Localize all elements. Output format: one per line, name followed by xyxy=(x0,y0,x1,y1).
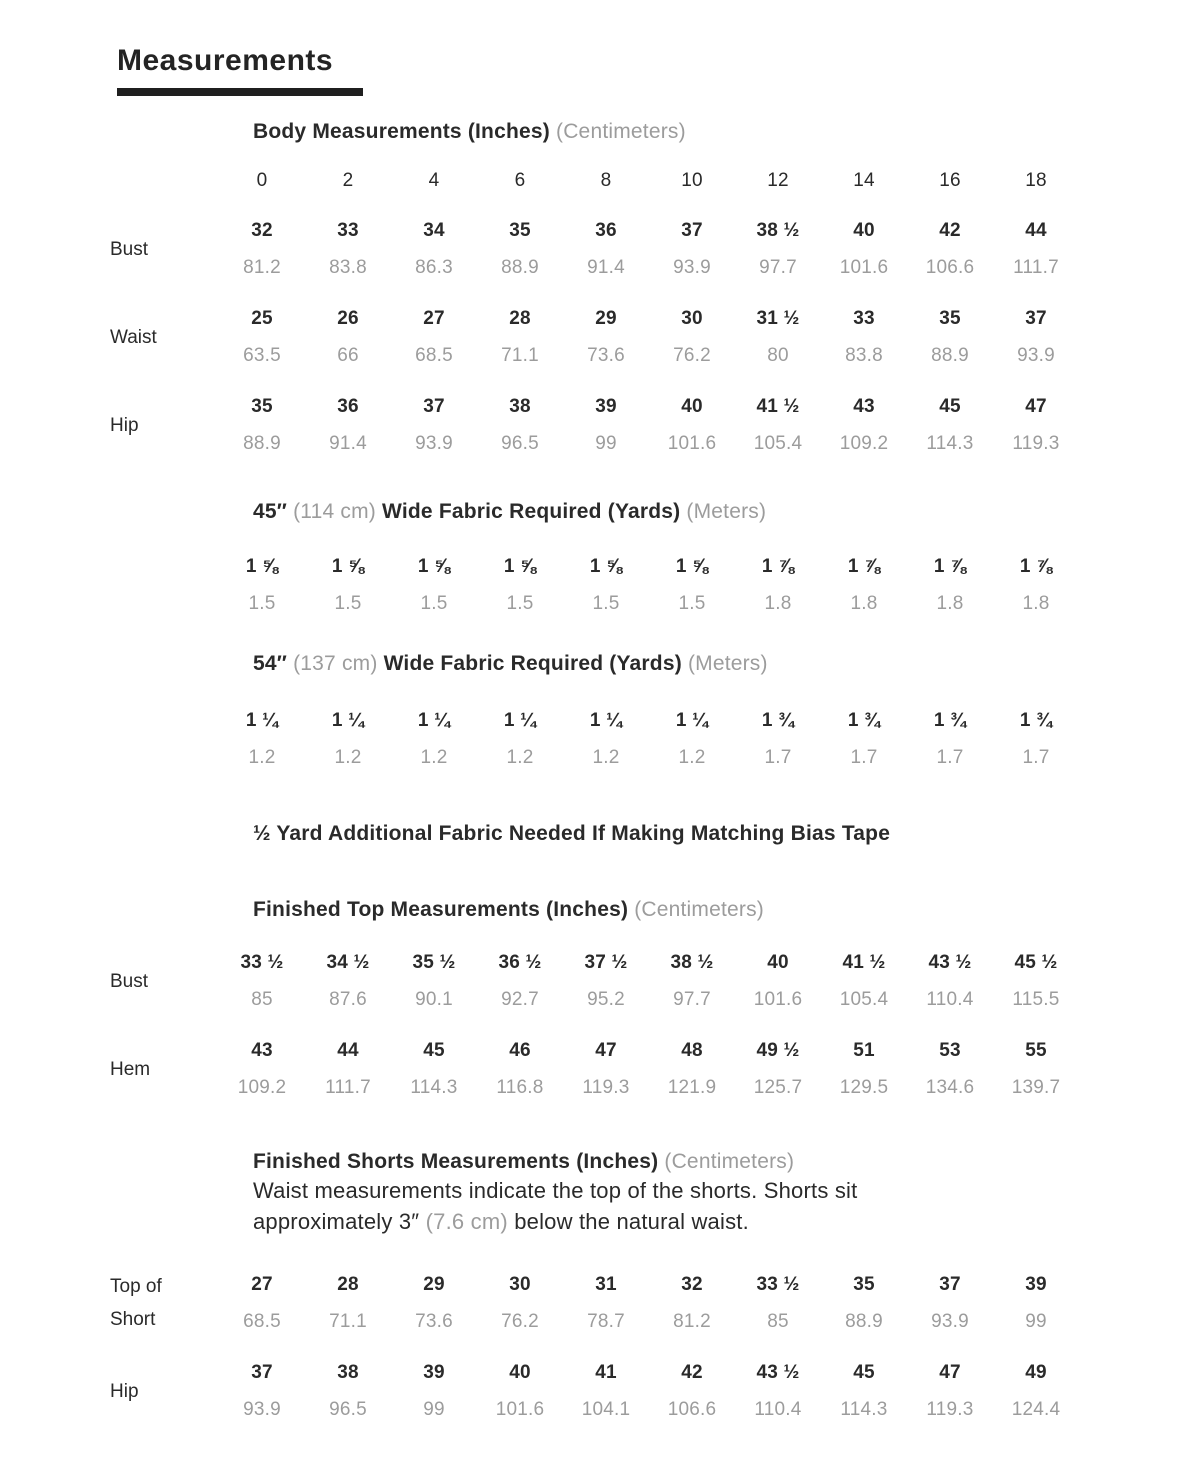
cm-cell: 125.7 xyxy=(753,1076,803,1098)
meters-cell: 1.8 xyxy=(936,592,964,614)
size-header-cell: 4 xyxy=(428,170,440,191)
heading-metric: (Centimeters) xyxy=(664,1150,795,1173)
inches-cell: 37 xyxy=(939,1273,961,1295)
meters-cell: 1.5 xyxy=(420,592,448,614)
inches-cell: 49 xyxy=(1025,1361,1047,1383)
cm-cell: 95.2 xyxy=(587,988,625,1010)
cm-cell: 99 xyxy=(595,432,617,454)
row-label: Bust xyxy=(110,238,149,260)
body-measurements-section xyxy=(105,120,1200,462)
cm-cell: 111.7 xyxy=(325,1076,371,1098)
row-label: Hem xyxy=(110,1058,151,1080)
inches-cell: 41 ½ xyxy=(842,951,886,973)
inches-cell: 35 xyxy=(509,219,531,241)
inches-cell: 27 xyxy=(251,1273,273,1295)
cm-cell: 91.4 xyxy=(587,256,625,278)
cm-cell: 88.9 xyxy=(931,344,969,366)
inches-cell: 43 xyxy=(853,395,875,417)
inches-cell: 45 xyxy=(939,395,961,417)
inches-cell: 47 xyxy=(939,1361,961,1383)
inches-cell: 26 xyxy=(337,307,359,329)
inches-cell: 33 ½ xyxy=(240,951,284,973)
inches-cell: 35 xyxy=(251,395,273,417)
inches-cell: 31 ½ xyxy=(756,307,800,329)
inches-cell: 35 xyxy=(853,1273,875,1295)
yards-cell: 1 ¼ xyxy=(503,709,537,731)
inches-cell: 38 ½ xyxy=(670,951,714,973)
cm-cell: 93.9 xyxy=(931,1310,969,1332)
yards-cell: 1 ¼ xyxy=(245,709,279,731)
cm-cell: 110.4 xyxy=(926,988,974,1010)
cm-cell: 85 xyxy=(251,988,273,1010)
cm-cell: 114.3 xyxy=(840,1398,888,1420)
inches-cell: 30 xyxy=(509,1273,531,1295)
yards-cell: 1 ⅞ xyxy=(761,555,795,577)
yards-cell: 1 ¾ xyxy=(847,709,881,731)
cm-cell: 91.4 xyxy=(329,432,367,454)
inches-cell: 42 xyxy=(939,219,961,241)
inches-cell: 37 xyxy=(1025,307,1047,329)
inches-cell: 32 xyxy=(681,1273,703,1295)
inches-cell: 47 xyxy=(1025,395,1047,417)
inches-cell: 25 xyxy=(251,307,273,329)
inches-cell: 32 xyxy=(251,219,273,241)
finished-shorts-section xyxy=(105,1150,1200,1428)
size-header-cell: 16 xyxy=(939,170,961,191)
yards-cell: 1 ¾ xyxy=(933,709,967,731)
shorts-waist-row xyxy=(105,1266,1200,1340)
size-header-cell: 6 xyxy=(514,170,526,191)
meters-cell: 1.2 xyxy=(592,746,620,768)
cm-cell: 121.9 xyxy=(667,1076,717,1098)
body-bust-row xyxy=(105,212,1200,286)
inches-cell: 42 xyxy=(681,1361,703,1383)
inches-cell: 37 xyxy=(681,219,703,241)
row-label: Bust xyxy=(110,970,149,992)
fabric-54-row xyxy=(105,702,1200,776)
heading-size: 54″ xyxy=(253,652,288,675)
finished-top-section xyxy=(105,898,1200,1106)
size-header-cell: 8 xyxy=(600,170,612,191)
yards-cell: 1 ⅞ xyxy=(847,555,881,577)
cm-cell: 68.5 xyxy=(415,344,453,366)
inches-cell: 38 xyxy=(337,1361,359,1383)
cm-cell: 119.3 xyxy=(1012,432,1060,454)
inches-cell: 55 xyxy=(1025,1039,1047,1061)
cm-cell: 68.5 xyxy=(243,1310,281,1332)
cm-cell: 106.6 xyxy=(925,256,975,278)
heading-main: Wide Fabric Required (Yards) xyxy=(382,500,681,523)
inches-cell: 36 ½ xyxy=(498,951,542,973)
inches-cell: 39 xyxy=(423,1361,445,1383)
meters-cell: 1.7 xyxy=(1022,746,1050,768)
cm-cell: 101.6 xyxy=(667,432,717,454)
heading-secondary: (Meters) xyxy=(687,652,768,675)
size-header-cell: 0 xyxy=(256,170,268,191)
heading-metric: (137 cm) xyxy=(293,652,378,675)
cm-cell: 63.5 xyxy=(243,344,281,366)
inches-cell: 40 xyxy=(767,951,789,973)
row-label: Hip xyxy=(110,1380,139,1402)
cm-cell: 78.7 xyxy=(587,1310,625,1332)
fabric-45-row xyxy=(105,548,1200,622)
size-header-cell: 12 xyxy=(767,170,789,191)
inches-cell: 37 xyxy=(251,1361,273,1383)
cm-cell: 110.4 xyxy=(754,1398,802,1420)
cm-cell: 81.2 xyxy=(243,256,281,278)
cm-cell: 90.1 xyxy=(415,988,453,1010)
body-measurements-heading xyxy=(253,120,1200,144)
inches-cell: 38 ½ xyxy=(756,219,800,241)
cm-cell: 66 xyxy=(337,344,359,366)
cm-cell: 111.7 xyxy=(1013,256,1059,278)
cm-cell: 88.9 xyxy=(243,432,281,454)
meters-cell: 1.2 xyxy=(248,746,276,768)
yards-cell: 1 ¼ xyxy=(675,709,709,731)
meters-cell: 1.8 xyxy=(764,592,792,614)
fabric-54-heading xyxy=(253,652,1200,676)
top-hem-row xyxy=(105,1032,1200,1106)
inches-cell: 28 xyxy=(337,1273,359,1295)
inches-cell: 47 xyxy=(595,1039,617,1061)
inches-cell: 41 xyxy=(595,1361,617,1383)
cm-cell: 115.5 xyxy=(1012,988,1060,1010)
body-waist-row xyxy=(105,300,1200,374)
cm-cell: 83.8 xyxy=(329,256,367,278)
cm-cell: 119.3 xyxy=(926,1398,974,1420)
inches-cell: 45 xyxy=(423,1039,445,1061)
inches-cell: 39 xyxy=(595,395,617,417)
inches-cell: 39 xyxy=(1025,1273,1047,1295)
yards-cell: 1 ⅝ xyxy=(589,555,623,577)
cm-cell: 104.1 xyxy=(581,1398,631,1420)
heading-main: Finished Top Measurements (Inches) xyxy=(253,898,629,921)
cm-cell: 93.9 xyxy=(243,1398,281,1420)
heading-main: Body Measurements (Inches) xyxy=(253,120,550,143)
fabric-45-section xyxy=(105,500,1200,622)
heading-metric: (Centimeters) xyxy=(556,120,686,143)
size-header-row xyxy=(105,166,1200,196)
inches-cell: 37 ½ xyxy=(584,951,628,973)
meters-cell: 1.2 xyxy=(506,746,534,768)
yards-cell: 1 ¼ xyxy=(589,709,623,731)
meters-cell: 1.2 xyxy=(334,746,362,768)
heading-metric: (114 cm) xyxy=(293,500,376,523)
inches-cell: 41 ½ xyxy=(756,395,800,417)
inches-cell: 40 xyxy=(853,219,875,241)
cm-cell: 101.6 xyxy=(753,988,803,1010)
cm-cell: 105.4 xyxy=(839,988,889,1010)
yards-cell: 1 ⅝ xyxy=(503,555,537,577)
yards-cell: 1 ¾ xyxy=(1019,709,1053,731)
size-header-cell: 18 xyxy=(1025,170,1047,191)
cm-cell: 71.1 xyxy=(501,344,539,366)
size-header-cell: 2 xyxy=(342,170,354,191)
inches-cell: 28 xyxy=(509,307,531,329)
yards-cell: 1 ¾ xyxy=(761,709,795,731)
inches-cell: 35 ½ xyxy=(412,951,456,973)
cm-cell: 76.2 xyxy=(501,1310,539,1332)
inches-cell: 40 xyxy=(681,395,703,417)
cm-cell: 93.9 xyxy=(673,256,711,278)
yards-cell: 1 ⅞ xyxy=(1019,555,1053,577)
desc-part: approximately 3″ xyxy=(253,1209,426,1234)
shorts-description-line-2 xyxy=(253,1207,1200,1236)
meters-cell: 1.8 xyxy=(1022,592,1050,614)
cm-cell: 86.3 xyxy=(415,256,453,278)
yards-cell: 1 ⅝ xyxy=(417,555,451,577)
heading-size: 45″ xyxy=(253,500,288,523)
shorts-description-line-1: Waist measurements indicate the top of the shorts. Shorts sit xyxy=(253,1178,858,1203)
inches-cell: 44 xyxy=(1025,219,1047,241)
cm-cell: 80 xyxy=(767,344,789,366)
fabric-45-heading xyxy=(253,500,1200,524)
cm-cell: 97.7 xyxy=(673,988,711,1010)
inches-cell: 35 xyxy=(939,307,961,329)
meters-cell: 1.5 xyxy=(334,592,362,614)
inches-cell: 31 xyxy=(595,1273,617,1295)
cm-cell: 81.2 xyxy=(673,1310,711,1332)
cm-cell: 139.7 xyxy=(1011,1076,1061,1098)
heading-main: Finished Shorts Measurements (Inches) xyxy=(253,1150,659,1173)
desc-metric: (7.6 cm) xyxy=(425,1209,508,1234)
cm-cell: 109.2 xyxy=(237,1076,287,1098)
cm-cell: 83.8 xyxy=(845,344,883,366)
meters-cell: 1.5 xyxy=(248,592,276,614)
inches-cell: 43 xyxy=(251,1039,273,1061)
cm-cell: 114.3 xyxy=(926,432,974,454)
cm-cell: 105.4 xyxy=(753,432,803,454)
top-bust-row xyxy=(105,944,1200,1018)
cm-cell: 101.6 xyxy=(495,1398,545,1420)
finished-top-heading xyxy=(253,898,1200,922)
cm-cell: 99 xyxy=(423,1398,445,1420)
cm-cell: 88.9 xyxy=(845,1310,883,1332)
cm-cell: 106.6 xyxy=(667,1398,717,1420)
inches-cell: 51 xyxy=(853,1039,875,1061)
row-label: Hip xyxy=(110,414,139,436)
shorts-rows xyxy=(105,1266,1200,1428)
inches-cell: 43 ½ xyxy=(928,951,972,973)
cm-cell: 93.9 xyxy=(415,432,453,454)
fabric-54-section xyxy=(105,652,1200,776)
finished-shorts-heading xyxy=(253,1150,1200,1174)
inches-cell: 36 xyxy=(337,395,359,417)
inches-cell: 33 xyxy=(853,307,875,329)
cm-cell: 71.1 xyxy=(329,1310,367,1332)
title-underline xyxy=(117,88,363,96)
inches-cell: 34 ½ xyxy=(326,951,370,973)
yards-cell: 1 ⅞ xyxy=(933,555,967,577)
meters-cell: 1.7 xyxy=(936,746,964,768)
cm-cell: 114.3 xyxy=(410,1076,458,1098)
cm-cell: 101.6 xyxy=(839,256,889,278)
desc-part: below the natural waist. xyxy=(507,1209,749,1234)
heading-secondary: (Meters) xyxy=(686,500,767,523)
page-title: Measurements xyxy=(117,44,334,77)
cm-cell: 87.6 xyxy=(329,988,367,1010)
size-header-cell: 10 xyxy=(681,170,703,191)
meters-cell: 1.2 xyxy=(678,746,706,768)
meters-cell: 1.5 xyxy=(592,592,620,614)
shorts-hip-row xyxy=(105,1354,1200,1428)
cm-cell: 124.4 xyxy=(1011,1398,1061,1420)
cm-cell: 73.6 xyxy=(415,1310,453,1332)
cm-cell: 109.2 xyxy=(839,432,889,454)
inches-cell: 30 xyxy=(681,307,703,329)
inches-cell: 33 xyxy=(337,219,359,241)
cm-cell: 88.9 xyxy=(501,256,539,278)
bias-tape-note: ½ Yard Additional Fabric Needed If Making Matching Bias Tape xyxy=(253,822,891,845)
cm-cell: 85 xyxy=(767,1310,789,1332)
inches-cell: 46 xyxy=(509,1039,531,1061)
body-hip-row xyxy=(105,388,1200,462)
inches-cell: 33 ½ xyxy=(756,1273,800,1295)
inches-cell: 27 xyxy=(423,307,445,329)
inches-cell: 36 xyxy=(595,219,617,241)
cm-cell: 96.5 xyxy=(329,1398,367,1420)
inches-cell: 53 xyxy=(939,1039,961,1061)
cm-cell: 96.5 xyxy=(501,432,539,454)
heading-metric: (Centimeters) xyxy=(634,898,764,921)
yards-cell: 1 ¼ xyxy=(417,709,451,731)
size-header-cell: 14 xyxy=(853,170,875,191)
cm-cell: 76.2 xyxy=(673,344,711,366)
cm-cell: 116.8 xyxy=(496,1076,544,1098)
row-label: Waist xyxy=(110,326,157,348)
inches-cell: 45 xyxy=(853,1361,875,1383)
meters-cell: 1.7 xyxy=(764,746,792,768)
row-label: Top of Short xyxy=(110,1276,162,1330)
inches-cell: 45 ½ xyxy=(1014,951,1058,973)
cm-cell: 119.3 xyxy=(582,1076,630,1098)
cm-cell: 99 xyxy=(1025,1310,1047,1332)
cm-cell: 92.7 xyxy=(501,988,539,1010)
yards-cell: 1 ¼ xyxy=(331,709,365,731)
meters-cell: 1.7 xyxy=(850,746,878,768)
cm-cell: 129.5 xyxy=(839,1076,889,1098)
inches-cell: 37 xyxy=(423,395,445,417)
meters-cell: 1.5 xyxy=(678,592,706,614)
yards-cell: 1 ⅝ xyxy=(331,555,365,577)
cm-cell: 134.6 xyxy=(925,1076,975,1098)
inches-cell: 29 xyxy=(423,1273,445,1295)
yards-cell: 1 ⅝ xyxy=(245,555,279,577)
inches-cell: 40 xyxy=(509,1361,531,1383)
heading-main: Wide Fabric Required (Yards) xyxy=(383,652,682,675)
cm-cell: 93.9 xyxy=(1017,344,1055,366)
meters-cell: 1.5 xyxy=(506,592,534,614)
yards-cell: 1 ⅝ xyxy=(675,555,709,577)
meters-cell: 1.8 xyxy=(850,592,878,614)
inches-cell: 44 xyxy=(337,1039,359,1061)
inches-cell: 49 ½ xyxy=(756,1039,800,1061)
meters-cell: 1.2 xyxy=(420,746,448,768)
inches-cell: 34 xyxy=(423,219,445,241)
inches-cell: 43 ½ xyxy=(756,1361,800,1383)
cm-cell: 73.6 xyxy=(587,344,625,366)
inches-cell: 38 xyxy=(509,395,531,417)
inches-cell: 29 xyxy=(595,307,617,329)
inches-cell: 48 xyxy=(681,1039,703,1061)
cm-cell: 97.7 xyxy=(759,256,797,278)
